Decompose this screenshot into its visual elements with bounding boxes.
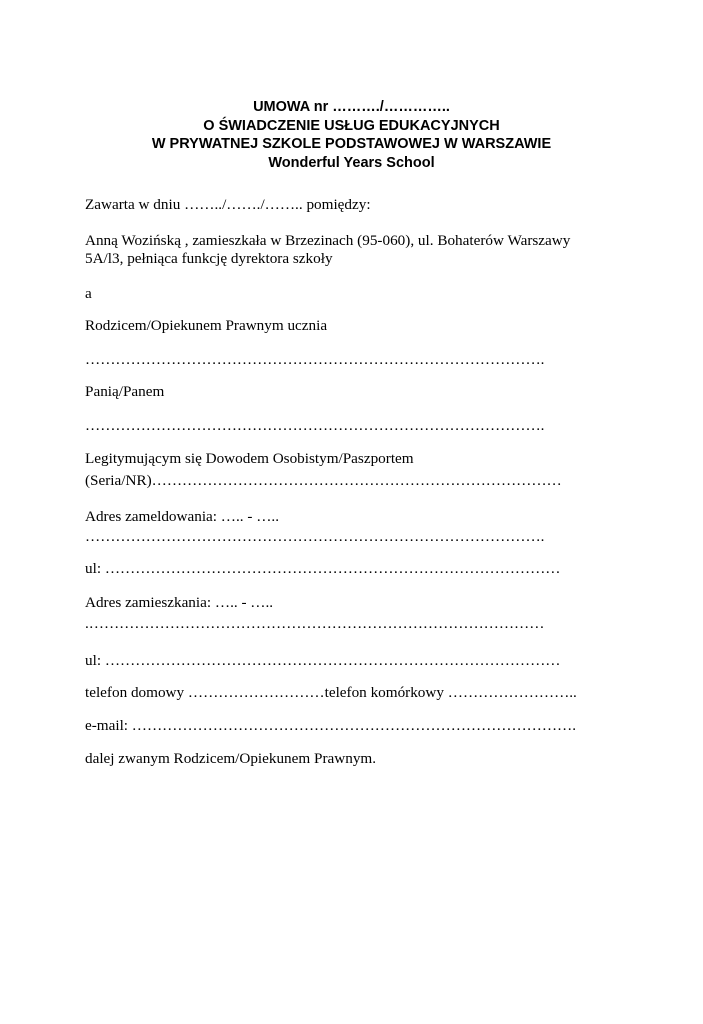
residence-address-field: .………………………………………………………………………………: [85, 615, 545, 632]
id-series-field: (Seria/NR)………………………………………………………………………: [85, 472, 562, 489]
hereinafter-line: dalej zwanym Rodzicem/Opiekunem Prawnym.: [85, 750, 377, 767]
registered-street-field: ul: ………………………………………………………………………………: [85, 560, 561, 577]
registered-address-field: ……………………………………………………………………………….: [85, 528, 545, 545]
id-document-label: Legitymującym się Dowodem Osobistym/Paszportem: [85, 450, 414, 467]
contract-number-title: UMOWA nr ………./…………..: [253, 99, 450, 115]
director-party-line-2: 5A/l3, pełniąca funkcję dyrektora szkoły: [85, 250, 333, 267]
registered-address-label: Adres zameldowania: ….. - …..: [85, 508, 280, 525]
residence-address-label: Adres zamieszkania: ….. - …..: [85, 594, 274, 611]
school-type-title: W PRYWATNEJ SZKOLE PODSTAWOWEJ W WARSZAWIE: [151, 136, 552, 153]
mrs-mr-label: Panią/Panem: [85, 383, 165, 400]
school-name-title: Wonderful Years School: [268, 154, 435, 171]
concluded-date-line: Zawarta w dniu ……../……./…….. pomiędzy:: [85, 196, 371, 213]
person-name-field: ……………………………………………………………………………….: [85, 417, 545, 434]
and-conjunction: a: [85, 285, 92, 302]
email-field: e-mail: …………………………………………………………………………….: [85, 717, 577, 734]
residence-street-field: ul: ………………………………………………………………………………: [85, 652, 561, 669]
phone-field: telefon domowy ………………………telefon komórkowy ……………………..: [85, 684, 577, 701]
parent-name-field: ……………………………………………………………………………….: [85, 351, 545, 368]
contract-subject-title: O ŚWIADCZENIE USŁUG EDUKACYJNYCH: [203, 117, 500, 134]
director-party-line-1: Anną Wozińską , zamieszkała w Brzezinach (95-060), ul. Bohaterów Warszawy: [85, 232, 571, 249]
contract-header: [0, 98, 703, 172]
parent-label: Rodzicem/Opiekunem Prawnym ucznia: [85, 317, 328, 334]
